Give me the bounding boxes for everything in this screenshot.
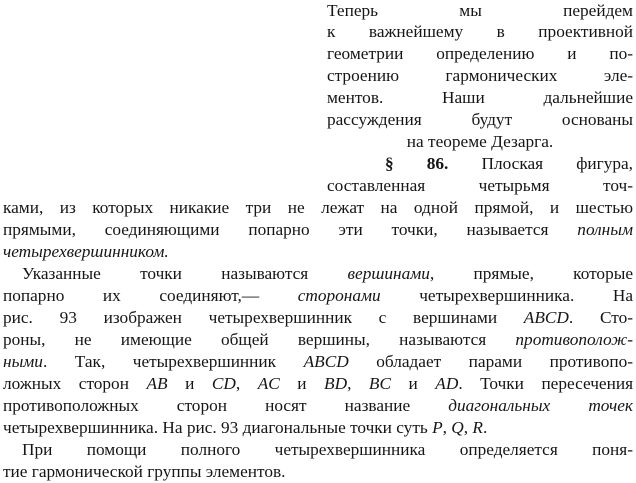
text-line: ментов. Наши дальнейшие	[327, 88, 633, 107]
section-number: § 86.	[385, 154, 449, 173]
text-line: При помощи полного четырехвершинника определяется поня-	[22, 440, 633, 459]
text-line: четырехвершинником.	[3, 242, 169, 261]
text-line: рис. 93 изображен четырехвершинник с вершинами ABCD. Сто-	[3, 308, 633, 327]
section-heading-line: § 86. Плоская фигура,	[385, 154, 633, 173]
text-line: рассуждения будут основаны	[327, 110, 633, 129]
term-full-quadrangle: полным	[577, 220, 633, 239]
term-sides: сторонами	[297, 286, 381, 305]
text-line: попарно их соединяют,— сторонами четырехвершинника. На	[3, 286, 633, 305]
term-diagonal-points: диагональных точек	[448, 396, 633, 415]
text-line: ками, из которых никакие три не лежат на одной прямой, и шестью	[3, 198, 633, 217]
text-line: к важнейшему в проективной	[327, 22, 633, 41]
text-line: Указанные точки называются вершинами, прямые, которые	[22, 264, 633, 283]
text-line: ными. Так, четырехвершинник ABCD обладает парами противопо-	[3, 352, 633, 371]
text-line: прямыми, соединяющими попарно эти точки, называется полным	[3, 220, 633, 239]
text-line: роны, не имеющие общей вершины, называются противополож-	[3, 330, 633, 349]
text-line: Теперь мы перейдем	[327, 1, 633, 20]
text-line: строению гармонических эле-	[327, 66, 633, 85]
text-line: составленная четырьмя точ-	[327, 176, 633, 195]
text-line: ложных сторон AB и CD, AC и BD, BC и AD. Точки пересечения	[3, 374, 634, 393]
term-vertices: вершинами	[347, 264, 430, 283]
text-line: геометрии определению и по-	[327, 44, 633, 63]
text-line: тие гармонической группы элементов.	[3, 462, 286, 481]
text-line: на теореме Дезарга.	[406, 132, 554, 151]
term-opposite: противополож-	[515, 330, 633, 349]
text-line: четырехвершинника. На рис. 93 диагональные точки суть P, Q, R.	[3, 418, 488, 437]
text-line: противоположных сторон носят название диагональных точек	[3, 396, 633, 415]
